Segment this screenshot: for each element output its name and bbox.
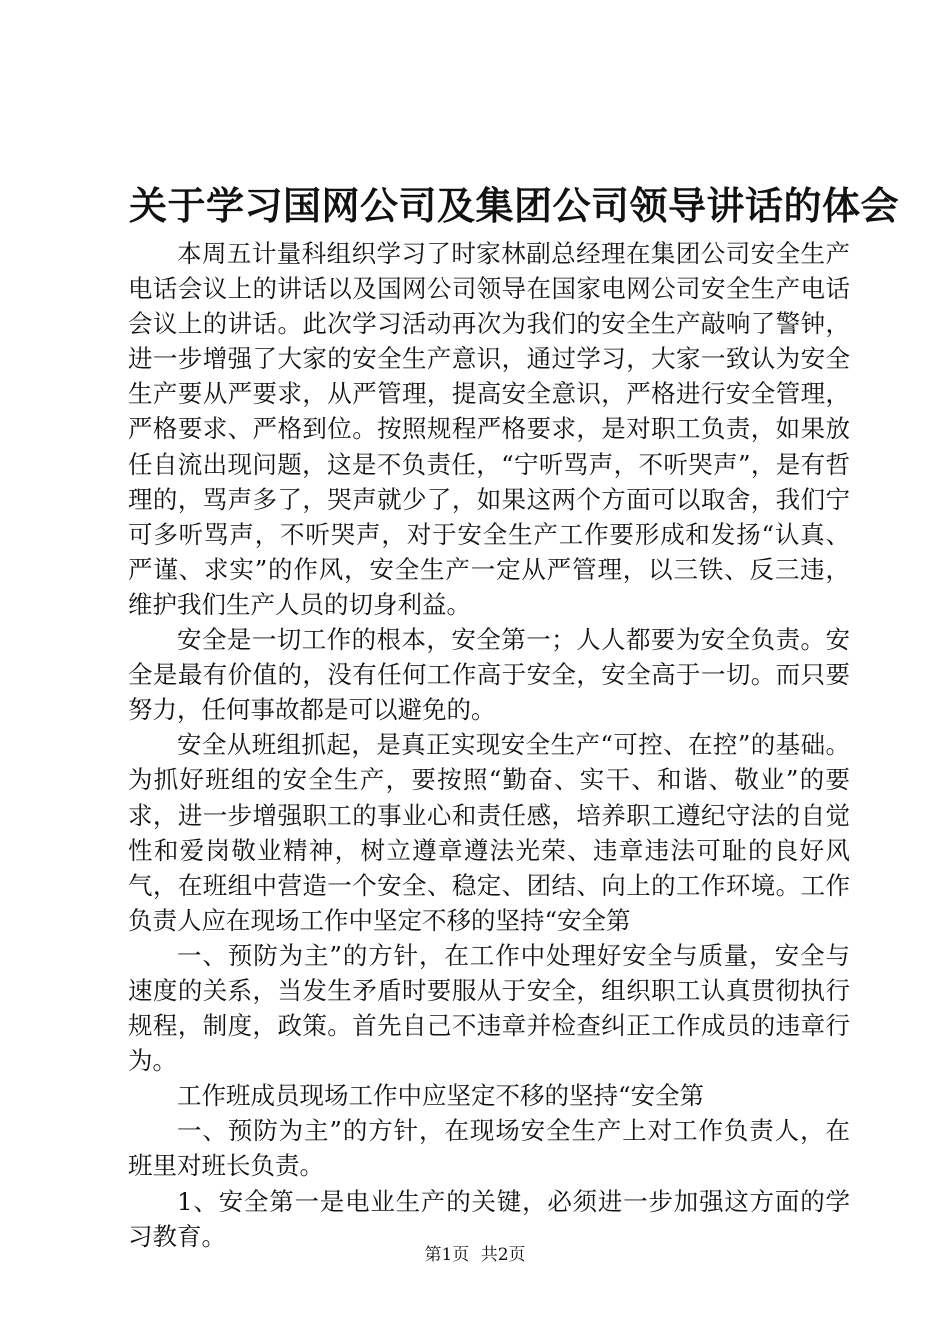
- paragraph: 工作班成员现场工作中应坚定不移的坚持“安全第: [177, 1081, 705, 1111]
- paragraph: 1、安全第一是电业生产的关键，必须进一步加强这方面的学习教育。: [128, 1186, 850, 1251]
- page-number: 第1页: [424, 1245, 470, 1265]
- paragraph: 一、预防为主”的方针，在工作中处理好安全与质量，安全与速度的关系，当发生矛盾时要服从于安全，组织职工认真贯彻执行规程，制度，政策。首先自己不违章并检查纠正工作成员的违章行为。: [128, 940, 850, 1076]
- document-title: 关于学习国网公司及集团公司领导讲话的体会: [129, 183, 900, 228]
- page-footer: [0, 1244, 950, 1266]
- page-total: 共2页: [480, 1245, 526, 1265]
- document-body: [128, 236, 850, 1254]
- paragraph: 本周五计量科组织学习了时家林副总经理在集团公司安全生产电话会议上的讲话以及国网公司领导在国家电网公司安全生产电话会议上的讲话。此次学习活动再次为我们的安全生产敲响了警钟，进一步增强了大家的安全生产意识，通过学习，大家一致认为安全生产要从严要求，从严管理，提高安全意识，严格进行安全管理，严格要求、严格到位。按照规程严格要求，是对职工负责，如果放任自流出现问题，这是不负责任，“宁听骂声，不听哭声”，是有哲理的，骂声多了，哭声就少了，如果这两个方面可以取舍，我们宁可多听骂声，不听哭声，对于安全生产工作要形成和发扬“认真、严谨、求实”的作风，安全生产一定从严管理，以三铁、反三违，维护我们生产人员的切身利益。: [128, 239, 850, 619]
- paragraph: 安全是一切工作的根本，安全第一；人人都要为安全负责。安全是最有价值的，没有任何工作高于安全，安全高于一切。而只要努力，任何事故都是可以避免的。: [128, 625, 850, 725]
- paragraph: 安全从班组抓起，是真正实现安全生产“可控、在控”的基础。为抓好班组的安全生产，要按照“勤奋、实干、和谐、敬业”的要求，进一步增强职工的事业心和责任感，培养职工遵纪守法的自觉性和爱岗敬业精神，树立遵章遵法光荣、违章违法可耻的良好风气，在班组中营造一个安全、稳定、团结、向上的工作环境。工作负责人应在现场工作中坚定不移的坚持“安全第: [128, 730, 850, 935]
- paragraph: 一、预防为主”的方针，在现场安全生产上对工作负责人，在班里对班长负责。: [128, 1116, 850, 1181]
